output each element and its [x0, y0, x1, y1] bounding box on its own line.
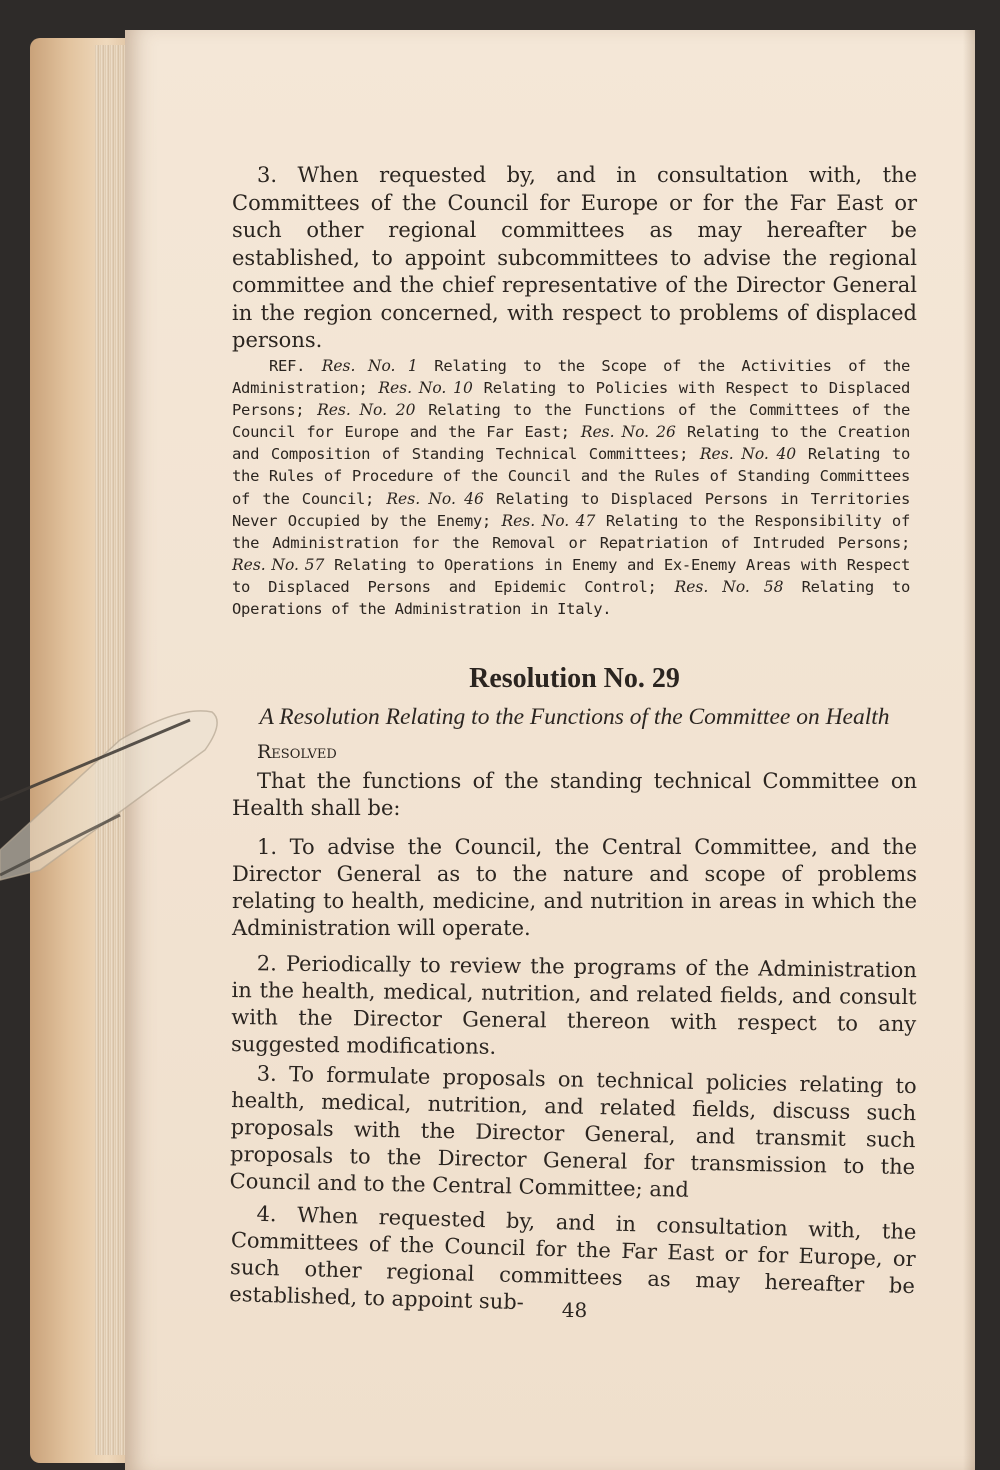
page-shadow [963, 30, 975, 1470]
ref-text-20: Relating to the Functions of the Committees of the Council for Europe and the Far East; [232, 401, 910, 442]
ref-text-26: Relating to the Creation and Composition of Standing Technical Committees; [232, 423, 910, 464]
ref-res-57: Res. No. 57 [232, 555, 325, 574]
ref-res-20: Res. No. 20 [317, 401, 416, 420]
ref-res-58: Res. No. 58 [674, 577, 784, 596]
paragraph-item-3-continued: 3. When requested by, and in consultation with, the Committees of the Council for Europe or for the Far East or such other regional committees as may hereafter be established, to appoint subcommittees to advise the regional committee and the chief representative of the Director General in the region concerned, with respect to problems of displaced persons. [232, 163, 917, 352]
ref-text-10: Relating to Policies with Respect to Displaced Persons; [232, 379, 910, 420]
ref-text-47: Relating to the Responsibility of the Administration for the Removal or Repatriation of Intruded Persons; [232, 511, 910, 552]
ref-res-40: Res. No. 40 [699, 445, 797, 464]
ref-res-10: Res. No. 10 [378, 379, 473, 398]
function-item-1: 1. To advise the Council, the Central Committee, and the Director General as to the nature and scope of problems relating to health, medicine, and nutrition in areas in which the Administration will operate. [232, 835, 917, 940]
resolution-title: Resolution No. 29 [469, 663, 680, 694]
ref-lead: REF. [269, 357, 306, 375]
ref-res-46: Res. No. 46 [386, 489, 484, 508]
ref-text-57: Relating to Operations in Enemy and Ex-Enemy Areas with Respect to Displaced Persons and Epidemic Control; [232, 555, 910, 596]
ref-res-47: Res. No. 47 [501, 511, 596, 530]
resolved-label: Resolved [257, 741, 337, 763]
ref-res-1: Res. No. 1 [321, 357, 418, 375]
ref-text-46: Relating to Displaced Persons in Territories Never Occupied by the Enemy; [232, 489, 910, 530]
function-item-3: 3. To formulate proposals on technical policies relating to health, medical, nutrition, and related fields, discuss such proposals with the Director General, and transmit such proposals to the Director General for transmission to the Council and to the Central Committee; and [229, 1061, 917, 1202]
body-intro: That the functions of the standing technical Committee on Health shall be: [232, 769, 917, 820]
bookmark-clip [0, 700, 230, 900]
ref-text-58: Relating to Operations of the Administration in Italy. [232, 577, 910, 619]
page-number: 48 [561, 1298, 588, 1322]
function-item-2: 2. Periodically to review the programs of the Administration in the health, medical, nutrition, and related fields, and consult with the Director General thereon with respect to any suggested modifications. [230, 951, 917, 1059]
resolution-subtitle: A Resolution Relating to the Functions of the Committee on Health [259, 704, 890, 730]
ref-text-40: Relating to the Rules of Procedure of the Council and the Rules of Standing Committees of the Council; [232, 445, 911, 508]
book-page [125, 30, 975, 1470]
ref-text-1: Relating to the Scope of the Activities of the Administration; [232, 357, 910, 398]
function-item-4: 4. When requested by, and in consultation with, the Committees of the Council for the Far East or for Europe, or such other regional committees as may hereafter be established, to appoint sub- [229, 1201, 917, 1315]
ref-res-26: Res. No. 26 [580, 423, 676, 442]
reference-note [232, 355, 910, 620]
